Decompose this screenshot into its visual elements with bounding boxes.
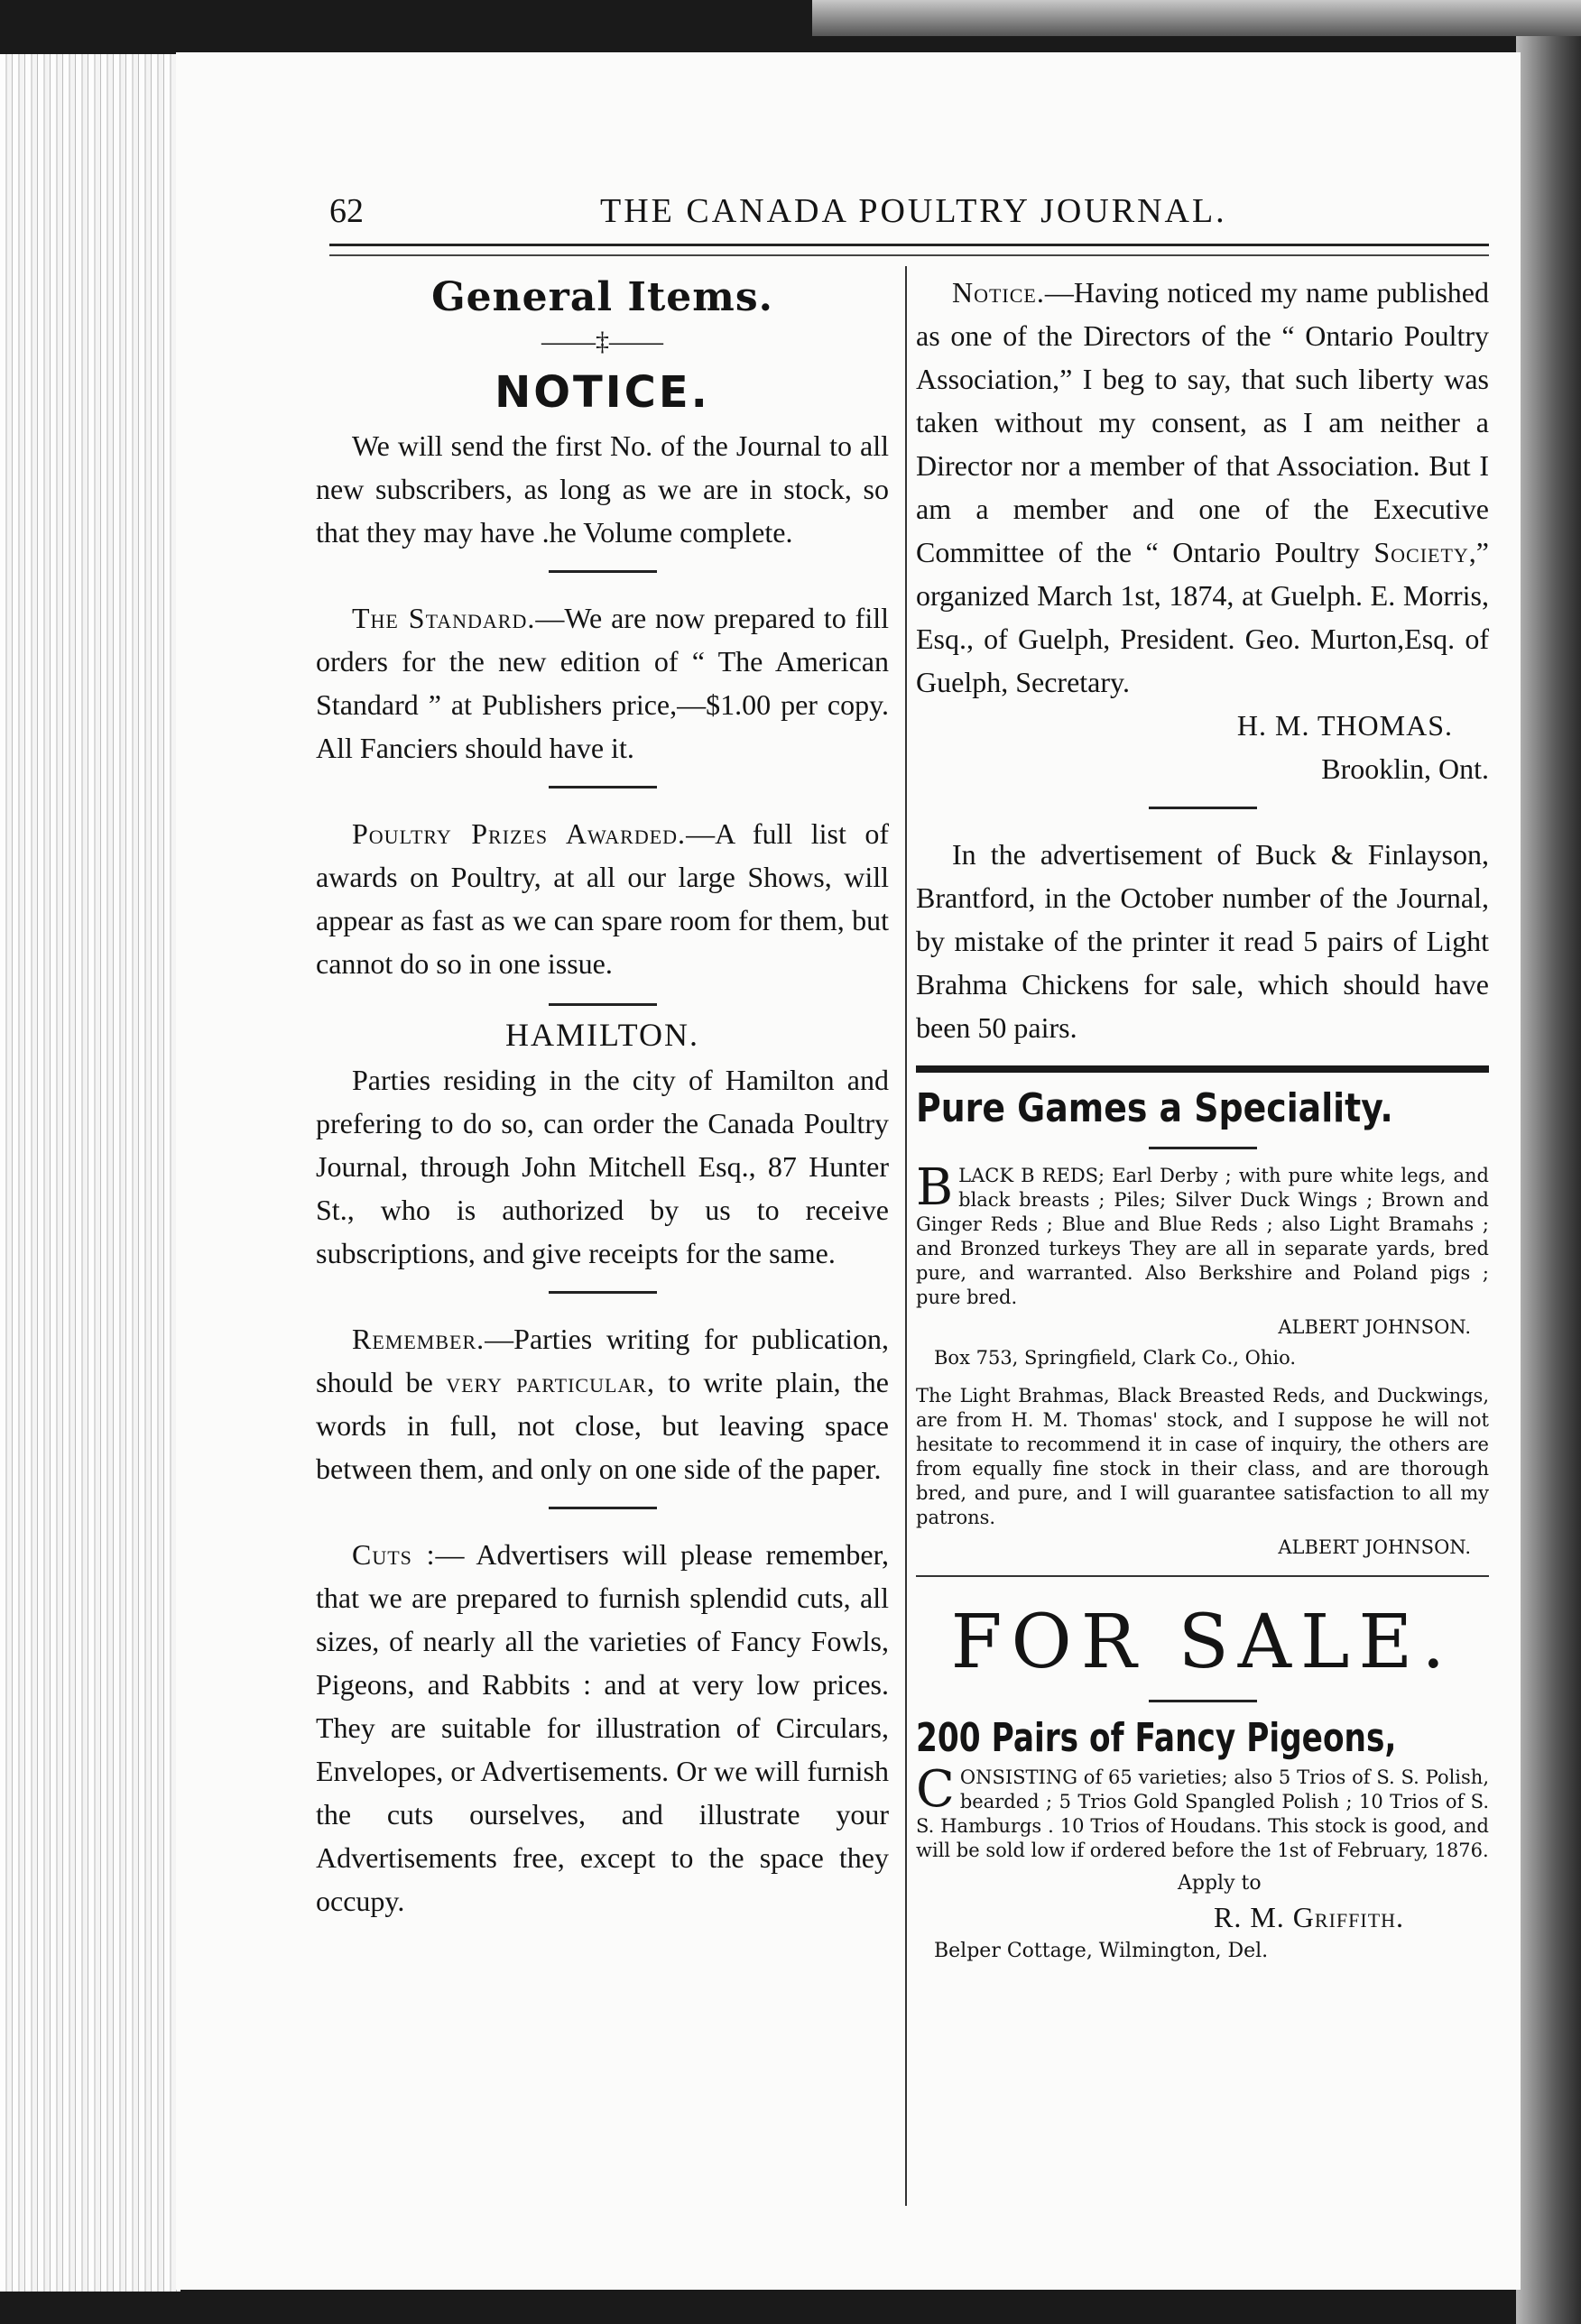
cuts-text: — Advertisers will please remember, that we are prepared to furnish splendid cuts, all sizes, of nearly all the varieties of Fancy Fowls, Pigeons, and Rabbits : and at very low prices. They are suitable for illustration of Circulars, Envelopes, or Advertisements. Or we will furnish the cuts ourselves, and illustrate your Advertisements free, except to the space they occupy. (316, 1538, 890, 1917)
notice-signature: H. M. THOMAS. (1236, 709, 1453, 742)
notice-heading: NOTICE. (495, 367, 710, 418)
apply-address: Belper Cottage, Wilmington, Del. (934, 1940, 1269, 1962)
prizes-lead: Poultry Prizes Awarded. (352, 817, 687, 850)
prizes-paragraph (316, 812, 889, 985)
games-ad-headline: Pure Games a Speciality. (916, 1085, 1393, 1131)
hamilton-heading: HAMILTON. (504, 1017, 699, 1053)
column-divider (905, 266, 907, 2206)
page-number: 62 (329, 192, 364, 230)
remember-text-2: to write plain, the words in full, not close, but leaving space between them, and only on one side of the paper. (316, 1366, 889, 1485)
games-ad-body-2: The Light Brahmas, Black Breasted Reds, and Duckwings, are from H. M. Thomas' stock, and I suppose he will not hesitate to recommend it in case of inquiry, the others are from equally fine stock in their class, and are thorough bred, and pure, and I will guarantee satisfaction to all my patrons. (916, 1385, 1489, 1528)
games-advertisement (916, 1080, 1489, 1561)
book-top-edge (812, 0, 1581, 36)
divider (1149, 807, 1257, 809)
header-rule-secondary (329, 254, 1489, 256)
director-notice-paragraph (916, 271, 1489, 704)
journal-title: THE CANADA POULTRY JOURNAL. (600, 192, 1227, 230)
dagger-ornament: ——‡—— (541, 327, 663, 356)
cuts-lead: Cuts : (352, 1538, 436, 1571)
director-notice-text-1: —Having noticed my name published as one of the Directors of the “ Ontario Poultry Association,” I beg to say, that such liberty was taken without my consent, as I am neither a Director nor a member of that Association. But I am a member and one of the Executive Committee of the “ Ontario Poultry (916, 276, 1489, 568)
ad-thick-rule (916, 1065, 1489, 1073)
divider (549, 1003, 657, 1006)
remember-text-1: —Parties writing for publication, should be (316, 1323, 889, 1398)
games-ad-body (916, 1158, 1489, 1310)
remember-lead: Remember. (352, 1323, 485, 1355)
pigeons-ad-body (916, 1760, 1489, 1863)
games-ad-signature: ALBERT JOHNSON. (1278, 1316, 1471, 1338)
games-ad-text: LACK B REDS; Earl Derby ; with pure white legs, and black breasts ; Piles; Silver Duck Wings ; Brown and Ginger Reds ; Blue and Blue Reds ; also Light Bramahs ; and Bronzed turkeys They are all in separate yards, bred pure, and warranted. Also Berkshire and Poland pigs ; pure bred. (916, 1165, 1489, 1308)
drop-cap: B (916, 1158, 954, 1217)
director-notice-lead: Notice. (952, 276, 1045, 309)
divider (549, 1291, 657, 1294)
book-binding-edge (1516, 36, 1581, 2324)
director-notice-text-2: ,” organized March 1st, 1874, at Guelph. E. Morris, Esq., of Guelph, President. Geo. Murton,Esq. of Guelph, Secretary. (916, 536, 1489, 698)
pigeons-advertisement (916, 1593, 1489, 1966)
drop-cap: C (916, 1760, 955, 1819)
page-header (329, 191, 1250, 236)
header-rule (329, 244, 1489, 246)
cuts-paragraph (316, 1533, 889, 1923)
standard-lead: The Standard. (352, 602, 536, 634)
correction-paragraph: In the advertisement of Buck & Finlayson, Brantford, in the October number of the Journal, by mistake of the printer it read 5 pairs of Light Brahma Chickens for sale, which should have been 50 pairs. (916, 838, 1489, 1044)
prizes-text: —A full list of awards on Poultry, at all our large Shows, will appear as fast as we can spare room for them, but cannot do so in one issue. (316, 817, 890, 980)
pigeons-ad-text: ONSISTING of 65 varieties; also 5 Trios of S. S. Polish, bearded ; 5 Trios Gold Spangled Polish ; 10 Trios of S. S. Hamburgs . 10 Trios of Houdans. This stock is good, and will be sold low if ordered before the 1st of February, 1876. (916, 1766, 1489, 1861)
divider (1149, 1147, 1257, 1149)
pigeons-subheadline: 200 Pairs of Fancy Pigeons, (916, 1715, 1397, 1761)
remember-emphasis: very particular, (446, 1366, 655, 1398)
games-ad-signature-2: ALBERT JOHNSON. (1278, 1536, 1471, 1558)
divider (549, 1507, 657, 1509)
notice-paragraph: We will send the first No. of the Journal to all new subscribers, as long as we are in stock, so that they may have .he Volume complete. (316, 429, 889, 549)
notice-signature-place: Brooklin, Ont. (1321, 752, 1489, 785)
book-page-edges (0, 54, 180, 2292)
hamilton-paragraph: Parties residing in the city of Hamilton and prefering to do so, can order the Canada Poultry Journal, through John Mitchell Esq., 87 Hunter St., who is authorized by us to receive subscriptions, and give receipts for the same. (316, 1064, 889, 1269)
games-ad-address: Box 753, Springfield, Clark Co., Ohio. (934, 1347, 1297, 1369)
for-sale-headline: FOR SALE. (950, 1600, 1455, 1685)
divider (549, 570, 657, 573)
standard-paragraph (316, 596, 889, 770)
left-column (316, 271, 889, 1923)
section-title: General Items. (431, 274, 773, 320)
ad-rule (916, 1575, 1489, 1577)
right-column (916, 271, 1489, 1966)
director-notice-emphasis: Society (1373, 536, 1469, 568)
divider (1149, 1700, 1257, 1702)
remember-paragraph (316, 1317, 889, 1490)
apply-to: Apply to (1178, 1872, 1262, 1895)
apply-name: R. M. Griffith. (1214, 1901, 1405, 1933)
standard-text: —We are now prepared to fill orders for the new edition of “ The American Standard ” at Publishers price,—$1.00 per copy. All Fanciers should have it. (316, 602, 889, 764)
divider (549, 786, 657, 788)
